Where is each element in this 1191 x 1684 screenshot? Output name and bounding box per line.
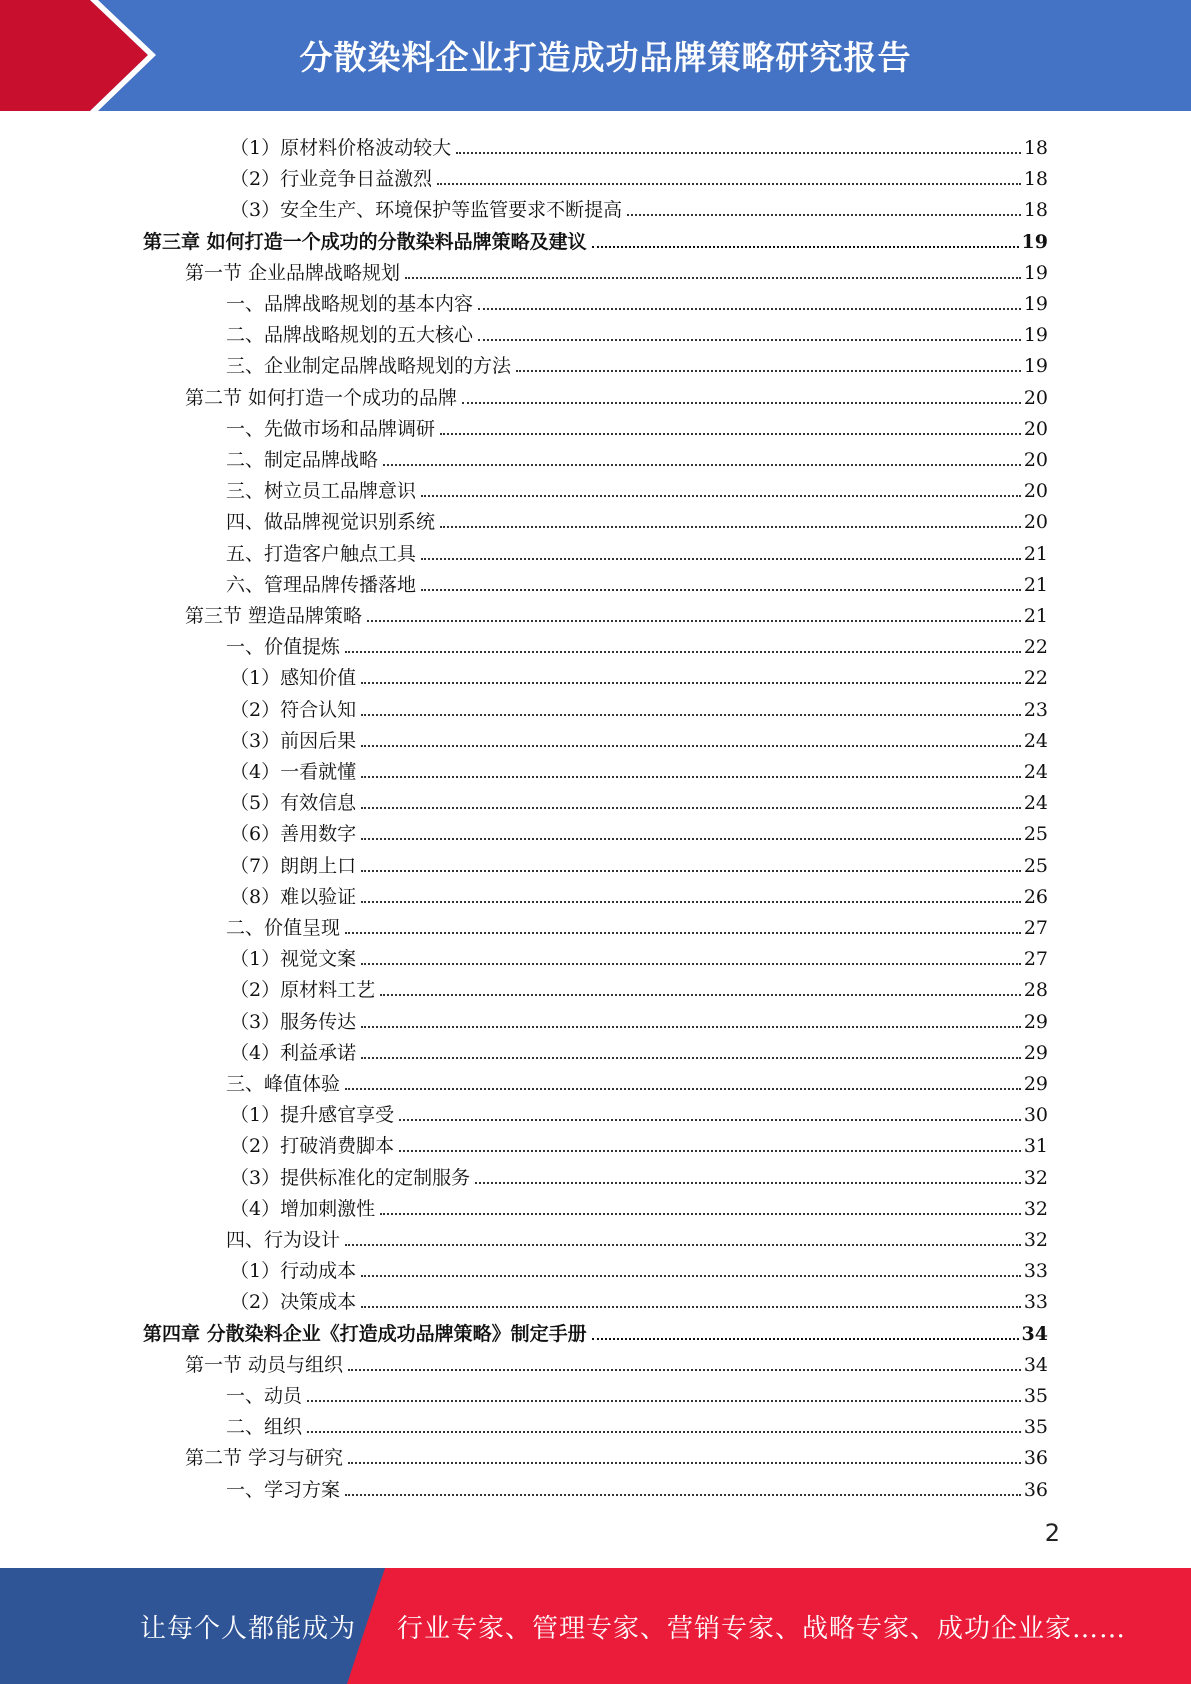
toc-dot-leader: [361, 745, 1021, 747]
toc-entry-page: 23: [1023, 698, 1048, 721]
footer-slogan-right: 行业专家、管理专家、营销专家、战略专家、成功企业家……: [397, 1613, 1127, 1644]
toc-entry[interactable]: [226, 284, 1048, 315]
toc-dot-leader: [421, 558, 1021, 560]
toc-dot-leader: [627, 214, 1021, 216]
toc-entry-label: 三、企业制定品牌战略规划的方法: [226, 355, 512, 378]
toc-entry[interactable]: [230, 1095, 1048, 1126]
toc-dot-leader: [475, 1182, 1021, 1184]
toc-entry-page: 30: [1023, 1104, 1048, 1127]
toc-entry-label: （4）一看就懂: [230, 761, 357, 783]
toc-dot-leader: [307, 1400, 1021, 1402]
toc-entry[interactable]: [226, 565, 1048, 596]
toc-entry[interactable]: [226, 440, 1048, 471]
toc-dot-leader: [383, 464, 1021, 466]
toc-entry[interactable]: [226, 1064, 1048, 1095]
toc-entry-label: 六、管理品牌传播落地: [226, 573, 417, 596]
toc-entry-label: （1）视觉文案: [230, 948, 357, 971]
toc-entry-page: 27: [1023, 948, 1048, 971]
toc-entry-page: 32: [1023, 1229, 1048, 1251]
toc-entry[interactable]: [226, 1470, 1048, 1501]
toc-entry[interactable]: [230, 190, 1048, 221]
toc-entry-label: （4）利益承诺: [230, 1041, 357, 1064]
toc-entry-page: 34: [1021, 1322, 1048, 1345]
toc-entry-label: 一、学习方案: [226, 1478, 341, 1501]
toc-entry[interactable]: [230, 1189, 1048, 1220]
toc-entry[interactable]: [230, 1033, 1048, 1064]
toc-entry-label: 五、打造客户触点工具: [226, 542, 417, 565]
toc-dot-leader: [345, 1494, 1021, 1496]
toc-entry[interactable]: [230, 1282, 1048, 1313]
toc-entry-label: （2）行业竞争日益激烈: [230, 168, 433, 191]
toc-entry-label: 四、做品牌视觉识别系统: [226, 511, 436, 534]
toc-entry-page: 36: [1023, 1478, 1048, 1501]
toc-entry[interactable]: [226, 534, 1048, 565]
toc-entry-page: 24: [1023, 761, 1048, 783]
toc-dot-leader: [421, 495, 1021, 497]
toc-entry[interactable]: [230, 658, 1048, 689]
toc-dot-leader: [478, 308, 1021, 310]
toc-entry-label: 第二节 如何打造一个成功的品牌: [185, 386, 458, 409]
toc-dot-leader: [361, 807, 1021, 809]
toc-entry-page: 19: [1021, 230, 1048, 253]
toc-dot-leader: [367, 620, 1021, 622]
toc-entry-page: 35: [1023, 1385, 1048, 1407]
toc-dot-leader: [361, 776, 1021, 778]
toc-entry[interactable]: [230, 783, 1048, 814]
toc-dot-leader: [592, 246, 1019, 248]
toc-entry-page: 19: [1023, 293, 1048, 315]
toc-dot-leader: [348, 1462, 1021, 1464]
toc-entry-label: （1）行动成本: [230, 1260, 357, 1283]
toc-entry[interactable]: [185, 1345, 1048, 1376]
toc-entry-page: 20: [1023, 449, 1048, 471]
toc-entry-page: 29: [1023, 1010, 1048, 1033]
footer-slogan-left: 让每个人都能成为: [140, 1613, 357, 1644]
toc-entry-label: （2）打破消费脚本: [230, 1135, 395, 1158]
toc-entry-page: 20: [1023, 386, 1048, 409]
toc-dot-leader: [307, 1431, 1021, 1433]
toc-entry-page: 32: [1023, 1197, 1048, 1220]
toc-entry-label: （2）原材料工艺: [230, 979, 376, 1002]
toc-entry-label: 四、行为设计: [226, 1229, 341, 1251]
toc-entry-label: 第一节 动员与组织: [185, 1353, 344, 1376]
toc-chapter-entry[interactable]: [143, 1314, 1048, 1345]
page-number: 2: [1044, 1519, 1060, 1547]
toc-dot-leader: [361, 838, 1021, 840]
toc-dot-leader: [361, 1057, 1021, 1059]
toc-entry[interactable]: [230, 939, 1048, 970]
toc-entry[interactable]: [226, 346, 1048, 377]
toc-entry-page: 31: [1023, 1135, 1048, 1158]
toc-entry-page: 28: [1023, 979, 1048, 1002]
toc-entry[interactable]: [230, 690, 1048, 721]
toc-entry-page: 29: [1023, 1073, 1048, 1095]
toc-dot-leader: [345, 932, 1021, 934]
toc-entry-label: 第一节 企业品牌战略规划: [185, 261, 401, 284]
toc-entry-page: 25: [1023, 823, 1048, 846]
toc-entry-page: 34: [1023, 1353, 1048, 1376]
toc-dot-leader: [437, 183, 1021, 185]
toc-entry-page: 26: [1023, 885, 1048, 908]
toc-entry-page: 29: [1023, 1041, 1048, 1064]
toc-dot-leader: [440, 526, 1021, 528]
toc-dot-leader: [380, 994, 1021, 996]
toc-entry[interactable]: [230, 1251, 1048, 1282]
document-title: 分散染料企业打造成功品牌策略研究报告: [299, 38, 912, 77]
toc-entry-label: 一、品牌战略规划的基本内容: [226, 293, 474, 315]
toc-entry[interactable]: [226, 1407, 1048, 1438]
toc-entry[interactable]: [230, 814, 1048, 845]
toc-entry-label: （1）提升感官享受: [230, 1104, 395, 1127]
toc-entry-page: 22: [1023, 667, 1048, 690]
toc-dot-leader: [399, 1150, 1021, 1152]
toc-dot-leader: [380, 1213, 1021, 1215]
toc-entry-page: 33: [1023, 1260, 1048, 1283]
toc-entry-label: （1）感知价值: [230, 667, 357, 690]
toc-entry-page: 33: [1023, 1291, 1048, 1314]
toc-entry-page: 20: [1023, 480, 1048, 503]
toc-entry-label: 二、组织: [226, 1416, 303, 1439]
toc-entry-label: （3）安全生产、环境保护等监管要求不断提高: [230, 199, 623, 222]
toc-entry[interactable]: [230, 1126, 1048, 1157]
toc-entry[interactable]: [230, 159, 1048, 190]
toc-entry-label: （8）难以验证: [230, 885, 357, 908]
toc-dot-leader: [345, 1088, 1021, 1090]
toc-entry-page: 20: [1023, 417, 1048, 440]
toc-entry[interactable]: [230, 721, 1048, 752]
toc-entry[interactable]: [185, 1438, 1048, 1469]
toc-entry[interactable]: [185, 378, 1048, 409]
toc-entry-page: 36: [1023, 1447, 1048, 1470]
toc-entry-page: 18: [1023, 137, 1048, 159]
toc-dot-leader: [345, 1244, 1021, 1246]
toc-entry-label: （7）朗朗上口: [230, 854, 357, 877]
toc-entry-label: 一、价值提炼: [226, 636, 341, 659]
toc-entry[interactable]: [226, 908, 1048, 939]
toc-dot-leader: [361, 682, 1021, 684]
toc-entry-label: （6）善用数字: [230, 823, 357, 846]
toc-entry-label: 第二节 学习与研究: [185, 1447, 344, 1470]
toc-entry-label: 二、制定品牌战略: [226, 449, 379, 471]
toc-entry[interactable]: [226, 471, 1048, 502]
toc-entry-label: （2）决策成本: [230, 1291, 357, 1314]
toc-entry-page: 19: [1023, 324, 1048, 347]
toc-entry-page: 25: [1023, 854, 1048, 877]
toc-entry-label: 二、价值呈现: [226, 917, 341, 939]
toc-entry-label: 一、先做市场和品牌调研: [226, 417, 436, 440]
toc-entry[interactable]: [226, 409, 1048, 440]
toc-entry-label: 第四章 分散染料企业《打造成功品牌策略》制定手册: [143, 1322, 587, 1345]
toc-entry[interactable]: [230, 1002, 1048, 1033]
toc-entry-page: 35: [1023, 1416, 1048, 1439]
toc-entry-label: （4）增加刺激性: [230, 1197, 376, 1220]
toc-entry-page: 24: [1023, 729, 1048, 752]
toc-entry-label: 一、动员: [226, 1385, 303, 1407]
toc-entry[interactable]: [226, 1376, 1048, 1407]
toc-dot-leader: [361, 963, 1021, 965]
toc-entry[interactable]: [185, 253, 1048, 284]
toc-dot-leader: [361, 870, 1021, 872]
toc-entry-label: （2）符合认知: [230, 698, 357, 721]
toc-dot-leader: [421, 589, 1021, 591]
toc-dot-leader: [405, 277, 1021, 279]
toc-entry-label: 第三节 塑造品牌策略: [185, 605, 363, 627]
toc-entry-page: 27: [1023, 917, 1048, 939]
toc-entry-label: （3）前因后果: [230, 729, 357, 752]
toc-dot-leader: [361, 1275, 1021, 1277]
toc-entry[interactable]: [226, 1220, 1048, 1251]
toc-entry[interactable]: [230, 970, 1048, 1001]
toc-entry-page: 21: [1023, 542, 1048, 565]
toc-entry[interactable]: [230, 752, 1048, 783]
toc-entry[interactable]: [226, 315, 1048, 346]
toc-entry-label: （3）提供标准化的定制服务: [230, 1166, 471, 1189]
toc-entry-label: （3）服务传达: [230, 1010, 357, 1033]
header-banner: [0, 0, 1191, 111]
toc-entry-page: 20: [1023, 511, 1048, 534]
toc-dot-leader: [592, 1338, 1019, 1340]
toc-entry[interactable]: [230, 846, 1048, 877]
toc-dot-leader: [399, 1119, 1021, 1121]
toc-entry-label: （5）有效信息: [230, 792, 357, 815]
toc-entry-page: 21: [1023, 573, 1048, 596]
toc-dot-leader: [345, 651, 1021, 653]
toc-entry-page: 18: [1023, 168, 1048, 191]
toc-entry-label: 二、品牌战略规划的五大核心: [226, 324, 474, 347]
toc-dot-leader: [361, 1306, 1021, 1308]
toc-entry[interactable]: [185, 596, 1048, 627]
toc-entry-page: 19: [1023, 355, 1048, 378]
toc-entry[interactable]: [226, 502, 1048, 533]
toc-entry-page: 21: [1023, 605, 1048, 627]
footer-banner: [0, 1568, 1191, 1684]
toc-dot-leader: [361, 1026, 1021, 1028]
toc-entry[interactable]: [226, 627, 1048, 658]
toc-dot-leader: [516, 370, 1021, 372]
toc-entry-label: 三、树立员工品牌意识: [226, 480, 417, 503]
toc-entry[interactable]: [230, 877, 1048, 908]
chevron-arrow-icon: [0, 0, 160, 111]
toc-entry-page: 24: [1023, 792, 1048, 815]
toc-dot-leader: [462, 402, 1021, 404]
toc-dot-leader: [361, 901, 1021, 903]
toc-entry-page: 18: [1023, 199, 1048, 222]
toc-dot-leader: [440, 433, 1021, 435]
toc-dot-leader: [348, 1369, 1021, 1371]
toc-entry[interactable]: [230, 128, 1048, 159]
toc-entry-page: 19: [1023, 261, 1048, 284]
toc-entry-page: 22: [1023, 636, 1048, 659]
toc-entry-label: （1）原材料价格波动较大: [230, 137, 452, 159]
toc-dot-leader: [456, 152, 1021, 154]
toc-entry-page: 32: [1023, 1166, 1048, 1189]
toc-dot-leader: [361, 714, 1021, 716]
toc-entry[interactable]: [230, 1158, 1048, 1189]
toc-chapter-entry[interactable]: [143, 222, 1048, 253]
toc-dot-leader: [478, 339, 1021, 341]
toc-entry-label: 三、峰值体验: [226, 1073, 341, 1095]
toc-entry-label: 第三章 如何打造一个成功的分散染料品牌策略及建议: [143, 230, 587, 253]
